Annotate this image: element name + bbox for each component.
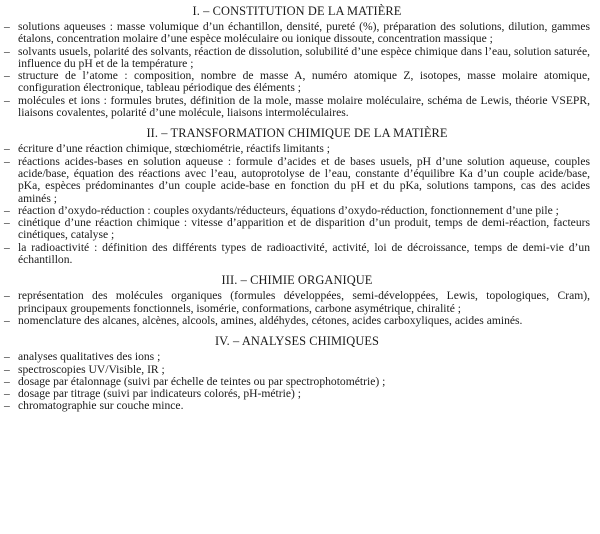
list-item: [4, 315, 590, 327]
section-chimie-organique: [4, 273, 590, 327]
item-text: la radioactivité : définition des différents types de radioactivité, activité, loi de décroissance, temps de demi-vie d’un échantillon.: [18, 240, 590, 267]
dash-bullet: –: [4, 69, 10, 83]
list-item: [4, 217, 590, 242]
section-title: I. – CONSTITUTION DE LA MATIÈRE: [192, 4, 402, 18]
item-text: chromatographie sur couche mince.: [18, 399, 184, 413]
list-item: [4, 95, 590, 120]
dash-bullet: –: [4, 142, 10, 156]
list-item: [4, 290, 590, 315]
item-text: dosage par étalonnage (suivi par échelle de teintes ou par spectrophotométrie) ;: [18, 374, 386, 388]
item-text: solvants usuels, polarité des solvants, réaction de dissolution, solubilité d’une espèce chimique dans l’eau, solution saturée, influence du pH et de la température ;: [18, 44, 590, 70]
dash-bullet: –: [4, 313, 10, 327]
dash-bullet: –: [4, 240, 10, 254]
section-analyses-chimiques: [4, 334, 590, 412]
section-title: II. – TRANSFORMATION CHIMIQUE DE LA MATIÈRE: [146, 126, 448, 141]
item-text: spectroscopies UV/Visible, IR ;: [18, 362, 165, 376]
dash-bullet: –: [4, 289, 10, 303]
dash-bullet: –: [4, 399, 10, 413]
item-text: nomenclature des alcanes, alcènes, alcools, amines, aldéhydes, cétones, acides carboxyliques, acides aminés.: [18, 313, 523, 327]
dash-bullet: –: [4, 154, 10, 168]
dash-bullet: –: [4, 93, 10, 107]
item-text: molécules et ions : formules brutes, définition de la mole, masse molaire moléculaire, schéma de Lewis, théorie VSEPR, liaisons covalentes, polarité d’une molécule, liaisons intermoléculaires.: [18, 93, 590, 120]
list-item: [4, 156, 590, 205]
section-title: III. – CHIMIE ORGANIQUE: [221, 273, 373, 288]
item-text: écriture d’une réaction chimique, stœchiométrie, réactifs limitants ;: [18, 142, 330, 156]
item-text: réactions acides-bases en solution aqueuse : formule d’acides et de bases usuels, pH d’une solution aqueuse, couples acide/base, équation des réactions avec l’eau, autoprotolyse de l’eau, constante d’équilibre Ka d’un couple acide/base, pKa, espèces prédominantes d’un couple acide-base en fonction du pH et du pKa, solutions tampons, cas des acides aminés ;: [18, 154, 590, 205]
item-list: [4, 143, 590, 266]
item-list: [4, 290, 590, 327]
dash-bullet: –: [4, 203, 10, 217]
dash-bullet: –: [4, 374, 10, 388]
item-text: réaction d’oxydo-réduction : couples oxydants/réducteurs, équations d’oxydo-réduction, fonctionnement d’une pile ;: [18, 203, 559, 217]
dash-bullet: –: [4, 350, 10, 364]
item-text: analyses qualitatives des ions ;: [18, 350, 161, 364]
dash-bullet: –: [4, 44, 10, 58]
list-item: [4, 21, 590, 46]
list-item: [4, 70, 590, 95]
item-list: [4, 21, 590, 119]
item-text: solutions aqueuses : masse volumique d’un échantillon, densité, pureté (%), préparation des solutions, dilution, gammes étalons, concentration molaire d’une espèce moléculaire ou ionique dissoute, concentration massique ;: [18, 20, 590, 46]
dash-bullet: –: [4, 20, 10, 33]
dash-bullet: –: [4, 216, 10, 230]
item-text: cinétique d’une réaction chimique : vitesse d’apparition et de disparition d’un produit, temps de demi-réaction, facteurs cinétiques, catalyse ;: [18, 216, 590, 242]
dash-bullet: –: [4, 362, 10, 376]
list-item: [4, 400, 590, 412]
item-text: dosage par titrage (suivi par indicateurs colorés, pH-métrie) ;: [18, 387, 301, 401]
section-title: IV. – ANALYSES CHIMIQUES: [214, 334, 380, 349]
item-list: [4, 351, 590, 412]
section-transformation: [4, 126, 590, 266]
section-constitution: [4, 4, 590, 119]
list-item: [4, 242, 590, 267]
item-text: structure de l’atome : composition, nombre de masse A, numéro atomique Z, isotopes, masse molaire atomique, configuration électronique, tableau périodique des éléments ;: [18, 69, 590, 95]
list-item: [4, 46, 590, 71]
dash-bullet: –: [4, 387, 10, 401]
item-text: représentation des molécules organiques (formules développées, semi-développées, Lewis, topologiques, Cram), principaux groupements fonctionnels, isomérie, conformations, carbone asymétrique, chiralité ;: [18, 289, 590, 315]
